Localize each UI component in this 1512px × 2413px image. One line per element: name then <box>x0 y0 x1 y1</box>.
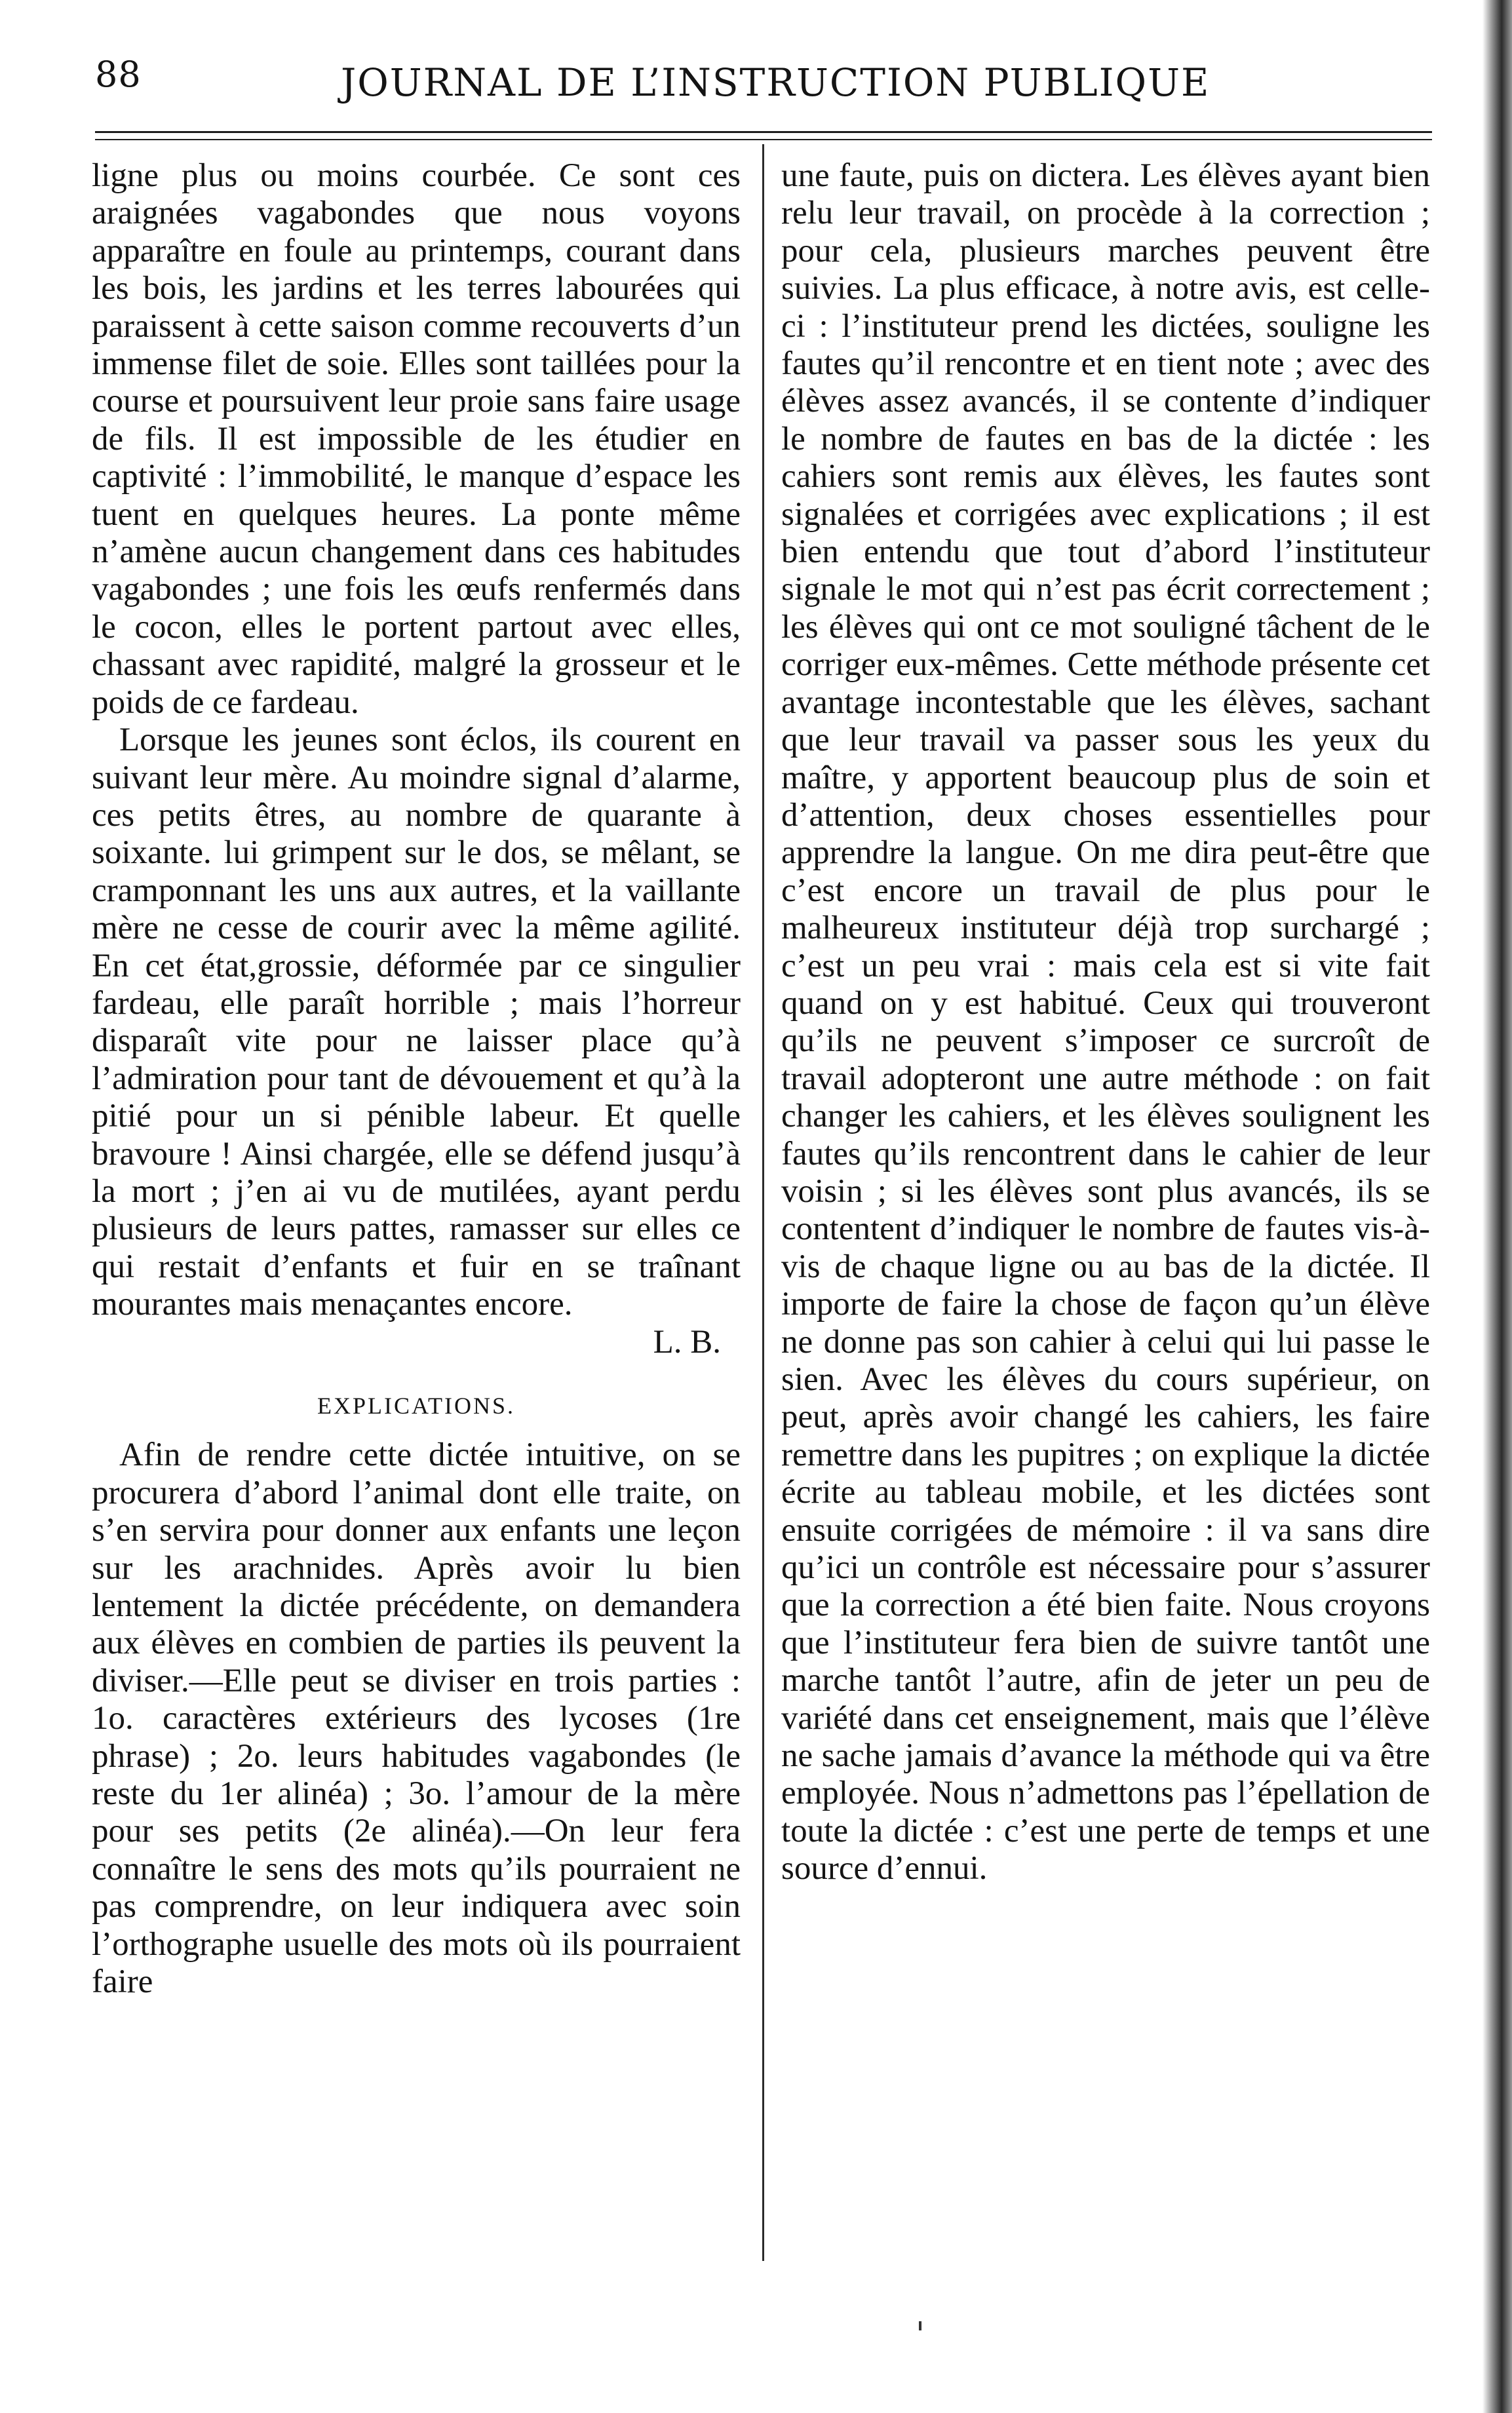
binding-shadow <box>1483 0 1512 2413</box>
left-paragraph-3: Afin de rendre cette dictée intuitive, on se procurera d’abord l’animal dont elle traite, on s’en servira pour donner aux enfants une leçon sur les arachnides. Après avoir lu bien lentement la dictée précédente, on demandera aux élèves en combien de parties ils peuvent la diviser.—Elle peut se diviser en trois parties : 1o. caractères extérieurs des lycoses (1re phrase) ; 2o. leurs habitudes vagabondes (le reste du 1er alinéa) ; 3o. l’amour de la mère pour ses petits (2e alinéa).—On leur fera connaître le sens des mots qu’ils pourraient ne pas comprendre, on leur indiquera avec soin l’orthographe usuelle des mots où ils pourraient faire <box>92 1437 741 2001</box>
left-column <box>92 157 741 2001</box>
page-number: 88 <box>95 54 142 95</box>
header-rule-thin <box>95 139 1432 140</box>
section-heading: EXPLICATIONS. <box>317 1393 515 1419</box>
author-signature: L. B. <box>653 1323 721 1361</box>
right-column <box>781 157 1430 1888</box>
left-paragraph-2: Lorsque les jeunes sont éclos, ils courent en suivant leur mère. Au moindre signal d’alarme, ces petits êtres, au nombre de quarante à soixante. lui grimpent sur le dos, se mêlant, se cramponnant les uns aux autres, et la vaillante mère ne cesse de courir avec la même agilité. En cet état,grossie, déformée par ce singulier fardeau, elle paraît horrible ; mais l’horreur disparaît vite pour ne laisser place qu’à l’admiration pour tant de dévouement et qu’à la pitié pour un si pénible labeur. Et quelle bravoure ! Ainsi chargée, elle se défend jusqu’à la mort ; j’en ai vu de mutilées, ayant perdu plusieurs de leurs pattes, ramasser sur elles ce qui restait d’enfants et fuir en se traînant mourantes mais menaçantes encore. <box>92 722 741 1323</box>
column-divider <box>762 144 764 2261</box>
header-rule <box>95 131 1432 133</box>
left-paragraph-1: ligne plus ou moins courbée. Ce sont ces araignées vagabondes que nous voyons apparaître en foule au printemps, courant dans les bois, les jardins et les terres labourées qui paraissent à cette saison comme recouverts d’un immense filet de soie. Elles sont taillées pour la course et poursuivent leur proie sans faire usage de fils. Il est impossible de les étudier en captivité : l’immobilité, le manque d’espace les tuent en quelques heures. La ponte même n’amène aucun changement dans ces habitudes vagabondes ; une fois les œufs renfermés dans le cocon, elles le portent partout avec elles, chassant avec rapidité, malgré la grosseur et le poids de ce fardeau. <box>92 157 741 721</box>
right-paragraph-1: une faute, puis on dictera. Les élèves ayant bien relu leur travail, on procède à la correction ; pour cela, plusieurs marches peuvent être suivies. La plus efficace, à notre avis, est celle-ci : l’instituteur prend les dictées, souligne les fautes qu’il rencontre et en tient note ; avec des élèves assez avancés, il se contente d’indiquer le nombre de fautes en bas de la dictée : les cahiers sont remis aux élèves, les fautes sont signalées et corrigées avec explications ; il est bien entendu que tout d’abord l’instituteur signale le mot qui n’est pas écrit correctement ; les élèves qui ont ce mot souligné tâchent de le corriger eux-mêmes. Cette méthode présente cet avantage incontestable que les élèves, sachant que leur travail va passer sous les yeux du maître, y apportent beaucoup plus de soin et d’attention, deux choses essentielles pour apprendre la langue. On me dira peut-être que c’est encore un travail de plus pour le malheureux instituteur déjà trop surchargé ; c’est un peu vrai : mais cela est si vite fait quand on y est habitué. Ceux qui trouveront qu’ils ne peuvent s’imposer ce surcroît de travail adopteront une autre méthode : on fait changer les cahiers, et les élèves soulignent les fautes qu’ils rencontrent dans le cahier de leur voisin ; si les élèves sont plus avancés, ils se contentent d’indiquer le nombre de fautes vis-à-vis de chaque ligne ou au bas de la dictée. Il importe de faire la chose de façon qu’un élève ne donne pas son cahier à celui qui lui passe le sien. Avec les élèves du cours supérieur, on peut, après avoir changé les cahiers, les faire remettre dans les pupitres ; on explique la dictée écrite au tableau mobile, et les dictées sont ensuite corrigées de mémoire : il va sans dire qu’ici un contrôle est nécessaire pour s’assurer que la correction a été bien faite. Nous croyons que l’instituteur fera bien de suivre tantôt une marche tantôt l’autre, afin de jeter un peu de variété dans cet enseignement, mais que l’élève ne sache jamais d’avance la méthode qui va être employée. Nous n’admettons pas l’épellation de toute la dictée : c’est une perte de temps et une source d’ennui. <box>781 157 1430 1887</box>
running-title: JOURNAL DE L’INSTRUCTION PUBLIQUE <box>341 60 1211 105</box>
scan-mark <box>919 2321 921 2330</box>
